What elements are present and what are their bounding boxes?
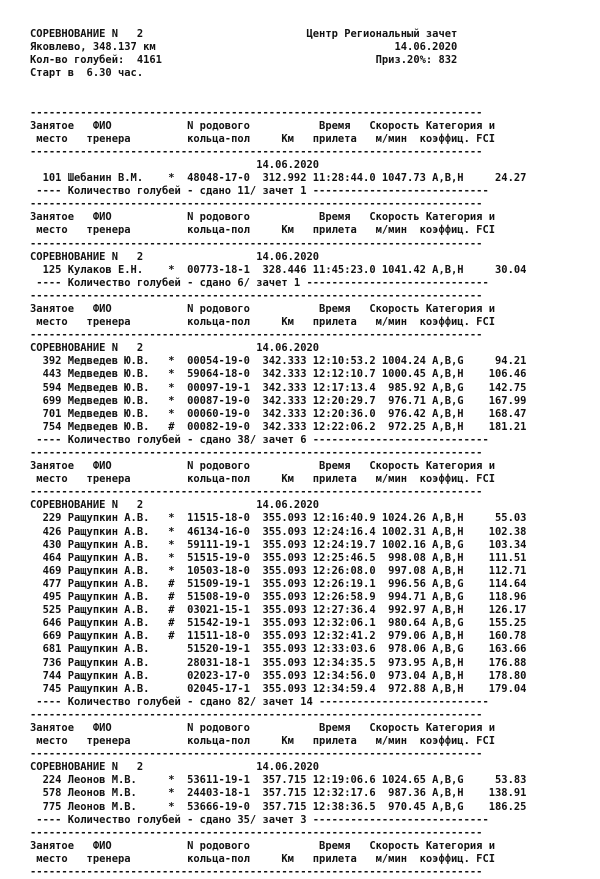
text-line: 443 Медведев Ю.В. * 59064-18-0 342.333 12:12:10.7 1000.45 A,B,H 106.46 — [30, 368, 527, 381]
text-line — [30, 80, 596, 93]
text-line: 699 Медведев Ю.В. * 00087-19-0 342.333 12:20:29.7 976.71 A,B,G 167.99 — [30, 394, 527, 407]
text-line: СОРЕВНОВАНИЕ N 2 14.06.2020 — [30, 761, 320, 774]
text-line: Яковлево, 348.137 км 14.06.2020 — [30, 41, 458, 54]
text-line: 681 Ращупкин А.В. 51520-19-1 355.093 12:33:03.6 978.06 A,B,G 163.66 — [30, 643, 527, 656]
text-line: Занятое ФИО N родового Время Скорость Категория и — [30, 721, 496, 734]
text-line: 477 Ращупкин А.В. # 51509-19-1 355.093 12:26:19.1 996.56 A,B,G 114.64 — [30, 577, 527, 590]
text-line: СОРЕВНОВАНИЕ N 2 14.06.2020 — [30, 250, 320, 263]
text-line: 669 Ращупкин А.В. # 11511-18-0 355.093 12:32:41.2 979.06 A,B,H 160.78 — [30, 630, 527, 643]
text-line: место тренера кольца-пол Км прилета м/мин коэффиц. FCI — [30, 224, 496, 237]
text-line: СОРЕВНОВАНИЕ N 2 14.06.2020 — [30, 342, 320, 355]
text-line: ---- Количество голубей - сдано 38/ зачет 6 ---------------------------- — [30, 433, 489, 446]
text-line: ------------------------------------------------------------------------ — [30, 708, 483, 721]
text-line: 469 Ращупкин А.В. * 10503-18-0 355.093 12:26:08.0 997.08 A,B,H 112.71 — [30, 564, 527, 577]
text-line: 594 Медведев Ю.В. * 00097-19-1 342.333 12:17:13.4 985.92 A,B,G 142.75 — [30, 381, 527, 394]
text-line: Занятое ФИО N родового Время Скорость Категория и — [30, 119, 496, 132]
text-line: Кол-во голубей: 4161 Приз.20%: 832 — [30, 54, 458, 67]
text-line: ------------------------------------------------------------------------ — [30, 106, 483, 119]
text-line: ------------------------------------------------------------------------ — [30, 145, 483, 158]
text-line: ------------------------------------------------------------------------ — [30, 198, 483, 211]
text-line: Занятое ФИО N родового Время Скорость Категория и — [30, 302, 496, 315]
text-line: ------------------------------------------------------------------------ — [30, 329, 483, 342]
text-line: 14.06.2020 — [30, 158, 320, 171]
text-line: ------------------------------------------------------------------------ — [30, 237, 483, 250]
text-line: 392 Медведев Ю.В. * 00054-19-0 342.333 12:10:53.2 1004.24 A,B,G 94.21 — [30, 355, 527, 368]
text-line: 736 Ращупкин А.В. 28031-18-1 355.093 12:34:35.5 973.95 A,B,H 176.88 — [30, 656, 527, 669]
text-line: 646 Ращупкин А.В. # 51542-19-1 355.093 12:32:06.1 980.64 A,B,G 155.25 — [30, 617, 527, 630]
text-line: место тренера кольца-пол Км прилета м/мин коэффиц. FCI — [30, 132, 496, 145]
text-line: СОРЕВНОВАНИЕ N 2 14.06.2020 — [30, 499, 320, 512]
text-line: ------------------------------------------------------------------------ — [30, 447, 483, 459]
text-line: 744 Ращупкин А.В. 02023-17-0 355.093 12:34:56.0 973.04 A,B,H 178.80 — [30, 669, 527, 682]
text-line: место тренера кольца-пол Км прилета м/мин коэффиц. FCI — [30, 735, 496, 748]
text-line: 224 Леонов М.В. * 53611-19-1 357.715 12:19:06.6 1024.65 A,B,G 53.83 — [30, 774, 527, 787]
text-line: ---- Количество голубей - сдано 82/ зачет 14 --------------------------- — [30, 695, 489, 708]
text-line: 754 Медведев Ю.В. # 00082-19-0 342.333 12:22:06.2 972.25 A,B,H 181.21 — [30, 420, 527, 433]
text-line: Занятое ФИО N родового Время Скорость Категория и — [30, 839, 496, 852]
text-line: 125 Кулаков Е.Н. * 00773-18-1 328.446 11:45:23.0 1041.42 A,B,H 30.04 — [30, 263, 527, 276]
text-line: СОРЕВНОВАНИЕ N 2 Центр Региональный зачет — [30, 28, 458, 40]
text-line: ------------------------------------------------------------------------ — [30, 748, 483, 761]
text-line: место тренера кольца-пол Км прилета м/мин коэффиц. FCI — [30, 473, 496, 486]
text-line: 525 Ращупкин А.В. # 03021-15-1 355.093 12:27:36.4 992.97 A,B,H 126.17 — [30, 604, 527, 617]
text-line: место тренера кольца-пол Км прилета м/мин коэффиц. FCI — [30, 316, 496, 329]
text-line: ------------------------------------------------------------------------ — [30, 486, 483, 499]
text-line — [30, 93, 596, 106]
text-line: 229 Ращупкин А.В. * 11515-18-0 355.093 12:16:40.9 1024.26 A,B,H 55.03 — [30, 512, 527, 525]
text-line: ------------------------------------------------------------------------ — [30, 826, 483, 839]
text-line: 745 Ращупкин А.В. 02045-17-1 355.093 12:34:59.4 972.88 A,B,H 179.04 — [30, 682, 527, 695]
race-results-document — [30, 28, 596, 879]
text-line: 775 Леонов М.В. * 53666-19-0 357.715 12:38:36.5 970.45 A,B,G 186.25 — [30, 800, 527, 813]
text-line: ------------------------------------------------------------------------ — [30, 866, 483, 878]
text-line: ---- Количество голубей - сдано 6/ зачет 1 ----------------------------- — [30, 276, 489, 289]
text-line: 426 Ращупкин А.В. * 46134-16-0 355.093 12:24:16.4 1002.31 A,B,H 102.38 — [30, 525, 527, 538]
text-line: место тренера кольца-пол Км прилета м/мин коэффиц. FCI — [30, 852, 496, 865]
text-line: 701 Медведев Ю.В. * 00060-19-0 342.333 12:20:36.0 976.42 A,B,H 168.47 — [30, 407, 527, 420]
text-line: 430 Ращупкин А.В. * 59111-19-1 355.093 12:24:19.7 1002.16 A,B,G 103.34 — [30, 538, 527, 551]
text-line: ---- Количество голубей - сдано 11/ зачет 1 ---------------------------- — [30, 185, 489, 198]
text-line: ---- Количество голубей - сдано 35/ зачет 3 ---------------------------- — [30, 813, 489, 826]
text-line: 101 Шебанин В.М. * 48048-17-0 312.992 11:28:44.0 1047.73 A,B,H 24.27 — [30, 172, 527, 185]
text-line: ------------------------------------------------------------------------ — [30, 289, 483, 302]
text-line: Занятое ФИО N родового Время Скорость Категория и — [30, 211, 496, 224]
text-line: 464 Ращупкин А.В. * 51515-19-0 355.093 12:25:46.5 998.08 A,B,H 111.51 — [30, 551, 527, 564]
text-line: Старт в 6.30 час. — [30, 67, 144, 80]
text-line: 578 Леонов М.В. * 24403-18-1 357.715 12:32:17.6 987.36 A,B,H 138.91 — [30, 787, 527, 800]
text-line: 495 Ращупкин А.В. # 51508-19-0 355.093 12:26:58.9 994.71 A,B,G 118.96 — [30, 591, 527, 604]
text-line: Занятое ФИО N родового Время Скорость Категория и — [30, 460, 496, 473]
